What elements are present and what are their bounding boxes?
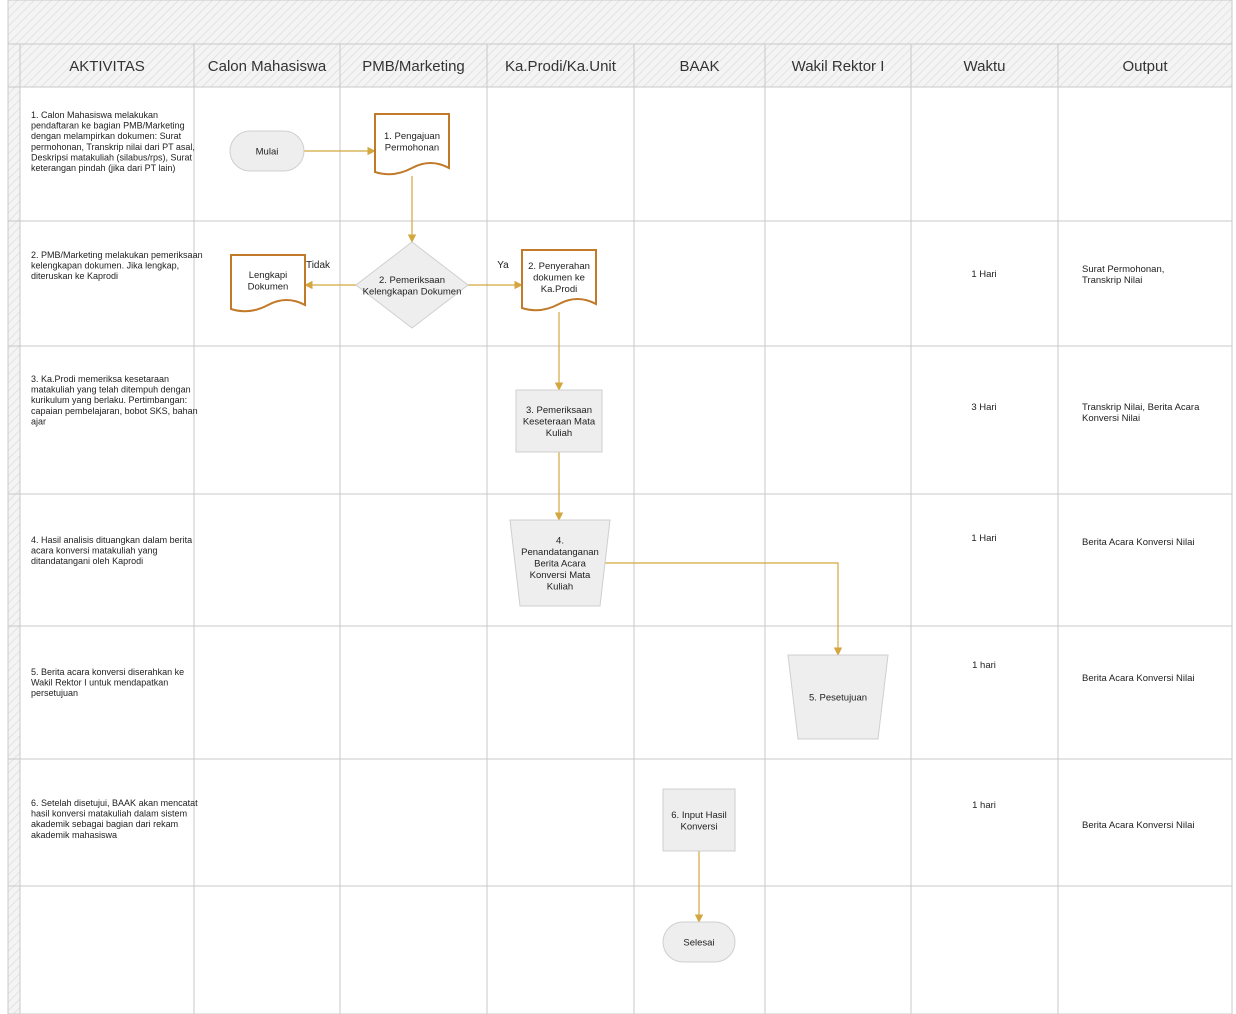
activity-text: kelengkapan dokumen. Jika lengkap, <box>31 260 180 271</box>
penandatanganan-label: 4. <box>556 535 564 547</box>
activity-text: keterangan pindah (jika dari PT lain) <box>31 163 176 173</box>
lengkapi-label: Dokumen <box>247 281 289 293</box>
pemeriksaan-label: Kelengkapan Dokumen <box>362 286 462 298</box>
branch-label-no: Tidak <box>305 260 331 271</box>
node-persetujuan <box>788 655 888 739</box>
penandatanganan-label: Kuliah <box>546 581 574 593</box>
node-kesetaraan <box>516 390 602 452</box>
title-band <box>8 0 1232 44</box>
node-penyerahan <box>522 250 596 310</box>
activity-text: pendaftaran ke bagian PMB/Marketing <box>31 120 185 131</box>
output-text: Transkrip Nilai <box>1082 275 1143 286</box>
activity-text: akademik sebagai bagian dari rekam <box>31 819 179 830</box>
activity-text: acara konversi matakuliah yang <box>31 545 158 556</box>
swimlane-frame <box>8 44 1232 1014</box>
column-header: AKTIVITAS <box>69 58 145 75</box>
output-text: Berita Acara Konversi Nilai <box>1082 820 1195 831</box>
output-text: Transkrip Nilai, Berita Acara <box>1082 402 1200 413</box>
node-pemeriksaan <box>356 242 468 328</box>
node-selesai <box>663 922 735 962</box>
activity-text: persetujuan <box>31 688 79 699</box>
activity-text: 4. Hasil analisis dituangkan dalam berita <box>31 535 193 545</box>
waktu-text: 1 hari <box>972 660 996 671</box>
pengajuan-label: Permohonan <box>384 142 440 154</box>
kesetaraan-label: Keseteraan Mata <box>522 416 596 428</box>
penandatanganan-label: Penandatanganan <box>521 547 599 558</box>
activity-text: hasil konversi matakuliah dalam sistem <box>31 808 188 819</box>
penyerahan-label: Ka.Prodi <box>540 284 578 295</box>
activity-text: matakuliah yang telah ditempuh dengan <box>31 384 191 395</box>
node-input <box>663 789 735 851</box>
waktu-text: 1 hari <box>972 800 996 811</box>
activity-text: dengan melampirkan dokumen: Surat <box>31 131 182 142</box>
input-label: 6. Input Hasil <box>671 809 727 821</box>
column-header: Wakil Rektor I <box>791 58 885 75</box>
output-text: Berita Acara Konversi Nilai <box>1082 673 1195 684</box>
column-header: Calon Mahasiswa <box>207 58 327 75</box>
column-header: PMB/Marketing <box>362 58 465 75</box>
activity-text: 1. Calon Mahasiswa melakukan <box>31 110 159 120</box>
edge-penandatanganan-persetujuan <box>600 563 838 655</box>
header-band <box>20 44 1232 87</box>
left-margin-band <box>8 44 20 1014</box>
input-label: Konversi <box>680 821 718 833</box>
activity-text: permohonan, Transkrip nilai dari PT asal, <box>31 141 195 152</box>
activity-text: 3. Ka.Prodi memeriksa kesetaraan <box>31 374 170 384</box>
activity-text: ajar <box>31 416 47 427</box>
activity-text: Deskripsi matakuliah (silabus/rps), Surat <box>31 152 193 163</box>
branch-label-yes: Ya <box>497 260 509 271</box>
activity-text: Wakil Rektor I untuk mendapatkan <box>31 677 169 688</box>
output-text: Surat Permohonan, <box>1082 264 1165 275</box>
waktu-text: 3 Hari <box>971 402 997 413</box>
penyerahan-label: dokumen ke <box>533 272 585 284</box>
activity-text: 6. Setelah disetujui, BAAK akan mencatat <box>31 798 198 808</box>
activity-text: 5. Berita acara konversi diserahkan ke <box>31 667 185 677</box>
column-header: Ka.Prodi/Ka.Unit <box>505 58 616 75</box>
output-text: Berita Acara Konversi Nilai <box>1082 537 1195 548</box>
node-mulai <box>230 131 304 171</box>
node-penandatanganan <box>510 520 610 606</box>
penandatanganan-label: Konversi Mata <box>529 570 591 581</box>
output-text: Konversi Nilai <box>1082 413 1141 424</box>
node-lengkapi <box>231 255 305 311</box>
column-header: BAAK <box>679 58 720 75</box>
waktu-text: 1 Hari <box>971 269 997 280</box>
penandatanganan-label: Berita Acara <box>534 558 586 570</box>
column-header: Output <box>1122 58 1168 75</box>
kesetaraan-label: 3. Pemeriksaan <box>525 405 593 416</box>
waktu-text: 1 Hari <box>971 533 997 544</box>
column-header: Waktu <box>963 58 1006 75</box>
mulai-label: Mulai <box>255 146 279 158</box>
activity-text: kurikulum yang berlaku. Pertimbangan: <box>31 395 188 406</box>
selesai-label: Selesai <box>683 937 715 949</box>
lengkapi-label: Lengkapi <box>248 269 288 281</box>
node-pengajuan <box>375 114 449 174</box>
penyerahan-label: 2. Penyerahan <box>528 261 590 272</box>
activity-text: diteruskan ke Kaprodi <box>31 271 119 282</box>
activity-text: akademik mahasiswa <box>31 829 118 840</box>
pemeriksaan-label: 2. Pemeriksaan <box>378 274 446 286</box>
activity-text: capaian pembelajaran, bobot SKS, bahan <box>31 405 198 416</box>
pengajuan-label: 1. Pengajuan <box>384 130 440 142</box>
persetujuan-label: 5. Pesetujuan <box>808 692 868 704</box>
activity-text: ditandatangani oleh Kaprodi <box>31 556 144 567</box>
kesetaraan-label: Kuliah <box>545 428 573 439</box>
activity-text: 2. PMB/Marketing melakukan pemeriksaan <box>31 250 203 260</box>
